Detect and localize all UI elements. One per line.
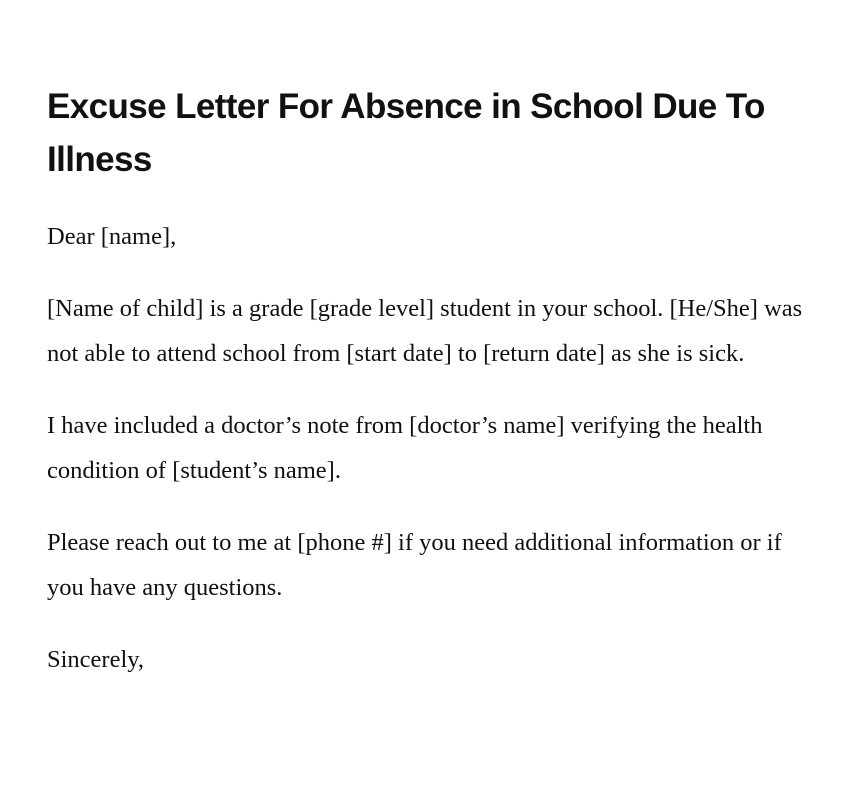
body-paragraph-3: Please reach out to me at [phone #] if you need additional information or if you have any questions. (47, 529, 782, 601)
letter-page (47, 80, 817, 682)
closing: Sincerely, (47, 646, 145, 673)
salutation: Dear [name], (47, 223, 177, 250)
body-paragraph-2: I have included a doctor’s note from [doctor’s name] verifying the health condition of [student’s name]. (47, 412, 763, 484)
letter-title: Excuse Letter For Absence in School Due To Illness (47, 87, 765, 179)
body-paragraph-1: [Name of child] is a grade [grade level] student in your school. [He/She] was not able to attend school from [start date] to [return date] as she is sick. (47, 295, 803, 367)
